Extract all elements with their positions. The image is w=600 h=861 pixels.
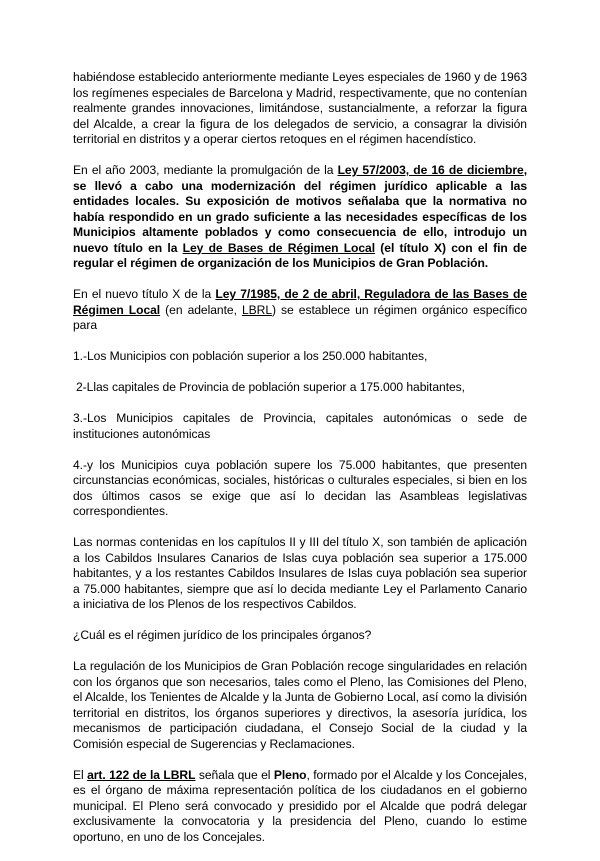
list-item-1: 1.-Los Municipios con población superior a los 250.000 habitantes, bbox=[73, 349, 428, 363]
document-page bbox=[73, 70, 527, 861]
paragraph-titulo-x bbox=[73, 287, 527, 334]
text-run: ) se establece un régimen orgánico específico para bbox=[73, 302, 527, 332]
law-link-ley-57-2003[interactable]: Ley 57/2003, de 16 de diciembre bbox=[337, 163, 524, 177]
text-run: En el nuevo título X de la bbox=[73, 287, 216, 301]
paragraph-regulacion: La regulación de los Municipios de Gran Población recoge singularidades en relación con los órganos que son necesarios, tales como el Pleno, las Comisiones del Pleno, el Alcalde, los Tenientes de Alcalde y la Junta de Gobierno Local, así como la división territorial en distritos, los órganos superiores y directivos, la asesoría jurídica, los mecanismos de participación ciudadana, el Consejo Social de la ciudad y la Comisión especial de Sugerencias y Reclamaciones. bbox=[73, 659, 527, 751]
lbrl-abbreviation-link[interactable]: LBRL bbox=[241, 302, 273, 317]
text-run-bold: (el título X) con el fin de regular el régimen de organización de los Municipios de Gran Población. bbox=[73, 240, 527, 270]
text-run: (en adelante, bbox=[160, 302, 242, 317]
law-link-lbrl[interactable]: Ley de Bases de Régimen Local bbox=[182, 240, 376, 255]
list-item-3: 3.-Los Municipios capitales de Provincia, capitales autonómicas o sede de instituciones autonómicas bbox=[73, 411, 527, 441]
paragraph-ley-57-2003 bbox=[73, 163, 527, 272]
law-link-art-122[interactable]: art. 122 de la LBRL bbox=[87, 767, 196, 782]
text-run: El bbox=[73, 767, 88, 782]
section-question: ¿Cuál es el régimen jurídico de los principales órganos? bbox=[73, 628, 372, 642]
text-run: En el año 2003, mediante la promulgación de la bbox=[73, 163, 338, 177]
paragraph-intro: habiéndose establecido anteriormente mediante Leyes especiales de 1960 y de 1963 los regímenes especiales de Barcelona y Madrid, respectivamente, que no contenían realmente grandes innovaciones, limitándose, sustancialmente, a reforzar la figura del Alcalde, a crear la figura de los delegados de servicio, a consagrar la división territorial en distritos y a operar ciertos retoques en el régimen hacendístico. bbox=[73, 70, 527, 146]
law-link-ley-7-1985[interactable]: Ley 7/1985, de 2 de abril, Reguladora de las Bases de Régimen Local bbox=[73, 287, 527, 317]
paragraph-cabildos: Las normas contenidas en los capítulos II y III del título X, son también de aplicación a los Cabildos Insulares Canarios de Islas cuya población sea superior a 175.000 habitantes, y a los restantes Cabildos Insulares de Islas cuya población sea superior a 75.000 habitantes, siempre que así lo decida mediante Ley el Parlamento Canario a iniciativa de los Plenos de los respectivos Cabildos. bbox=[73, 535, 527, 611]
paragraph-art-122 bbox=[73, 768, 527, 846]
list-item-4: 4.-y los Municipios cuya población supere los 75.000 habitantes, que presenten circunstancias económicas, sociales, históricas o culturales especiales, si bien en los dos últimos casos se exige que así lo decidan las Asambleas legislativas correspondientes. bbox=[73, 457, 527, 518]
list-item-2: 2-Llas capitales de Provincia de población superior a 175.000 habitantes, bbox=[76, 380, 465, 394]
text-run: señala que el bbox=[195, 767, 274, 782]
text-run-bold: , se llevó a cabo una modernización del régimen jurídico aplicable a las entidades locales. Su exposición de motivos señalaba que la normativa no había respondido en un grado suficiente a las necesidades específicas de los Municipios altamente poblados y como consecuencia de ello, introdujo un nuevo título en la bbox=[73, 163, 528, 255]
text-run: , formado por el Alcalde y los Concejales, es el órgano de máxima representación política de los ciudadanos en el gobierno municipal. El Pleno será convocado y presidido por el Alcalde que podrá delegar exclusivamente la convocatoria y la presidencia del Pleno, cuando lo estime oportuno, en uno de los Concejales. bbox=[73, 767, 527, 844]
pleno-term: Pleno bbox=[273, 767, 307, 782]
